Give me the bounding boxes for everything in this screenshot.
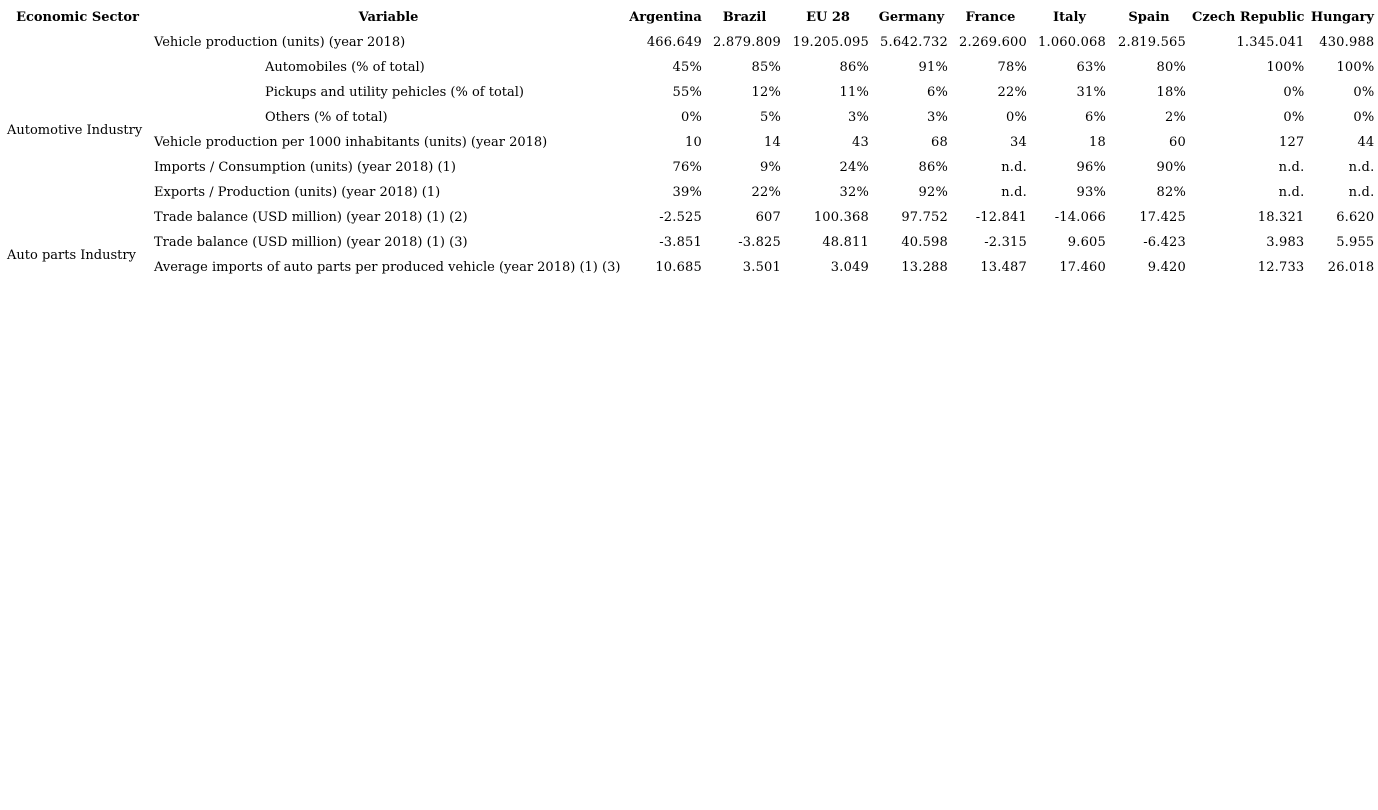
value-cell: 18% xyxy=(1156,85,1186,100)
value-cell: 63% xyxy=(1076,60,1106,75)
variable-cell: Trade balance (USD million) (year 2018) (1) (2) xyxy=(154,210,468,225)
variable-cell: Others (% of total) xyxy=(265,110,388,125)
value-cell: 1.060.068 xyxy=(1038,35,1106,50)
variable-cell: Exports / Production (units) (year 2018) (1) xyxy=(154,185,441,200)
header-brazil: Brazil xyxy=(722,10,767,25)
value-cell: 1.345.041 xyxy=(1236,35,1305,50)
header-czech-republic: Czech Republic xyxy=(1192,10,1305,25)
value-cell: -3.825 xyxy=(738,235,781,250)
value-cell: -3.851 xyxy=(659,235,702,250)
value-cell: 14 xyxy=(764,135,781,150)
value-cell: n.d. xyxy=(1001,160,1027,175)
variable-cell: Imports / Consumption (units) (year 2018) (1) xyxy=(154,160,456,175)
table-row xyxy=(4,55,1377,80)
value-cell: -14.066 xyxy=(1054,210,1106,225)
variable-cell: Automobiles (% of total) xyxy=(265,60,425,75)
value-cell: -2.315 xyxy=(984,235,1027,250)
value-cell: 18.321 xyxy=(1257,210,1305,225)
value-cell: 90% xyxy=(1156,160,1186,175)
header-hungary: Hungary xyxy=(1310,10,1374,25)
table-body xyxy=(4,30,1377,280)
value-cell: 466.649 xyxy=(646,35,702,50)
value-cell: 39% xyxy=(672,185,702,200)
value-cell: 44 xyxy=(1357,135,1375,150)
value-cell: 5.642.732 xyxy=(880,35,948,50)
sector-auto-parts-industry: Auto parts Industry xyxy=(7,247,136,263)
value-cell: 34 xyxy=(1010,135,1027,150)
value-cell: 12.733 xyxy=(1257,260,1305,275)
value-cell: n.d. xyxy=(1278,160,1305,175)
value-cell: 127 xyxy=(1278,135,1305,150)
variable-cell: Pickups and utility pehicles (% of total) xyxy=(265,85,524,100)
value-cell: 26.018 xyxy=(1327,260,1375,275)
value-cell: 0% xyxy=(1283,85,1305,100)
value-cell: 0% xyxy=(1283,110,1305,125)
value-cell: 100% xyxy=(1266,60,1305,75)
value-cell: 86% xyxy=(839,60,869,75)
table-row xyxy=(4,105,1377,130)
variable-cell: Vehicle production (units) (year 2018) xyxy=(154,35,406,50)
value-cell: 9.420 xyxy=(1147,260,1186,275)
value-cell: 5% xyxy=(759,110,781,125)
value-cell: 3.501 xyxy=(742,260,781,275)
value-cell: 3% xyxy=(847,110,869,125)
value-cell: 32% xyxy=(839,185,869,200)
value-cell: 10.685 xyxy=(655,260,702,275)
value-cell: 6% xyxy=(926,85,948,100)
sector-automotive-industry: Automotive Industry xyxy=(7,122,143,138)
value-cell: 19.205.095 xyxy=(792,35,869,50)
header-italy: Italy xyxy=(1052,10,1086,25)
header-france: France xyxy=(965,10,1016,25)
value-cell: 9% xyxy=(759,160,781,175)
value-cell: 13.288 xyxy=(901,260,948,275)
value-cell: n.d. xyxy=(1348,185,1375,200)
value-cell: 86% xyxy=(918,160,948,175)
value-cell: 2.879.809 xyxy=(713,35,781,50)
value-cell: 10 xyxy=(685,135,702,150)
value-cell: -12.841 xyxy=(975,210,1027,225)
value-cell: 13.487 xyxy=(980,260,1027,275)
header-row xyxy=(4,5,1377,30)
value-cell: 17.425 xyxy=(1139,210,1186,225)
value-cell: 45% xyxy=(672,60,702,75)
value-cell: n.d. xyxy=(1001,185,1027,200)
table-row xyxy=(4,130,1377,155)
value-cell: 100.368 xyxy=(813,210,869,225)
value-cell: 3.983 xyxy=(1266,235,1305,250)
table-row xyxy=(4,205,1377,230)
table-row xyxy=(4,255,1377,280)
value-cell: 2.819.565 xyxy=(1118,35,1186,50)
value-cell: n.d. xyxy=(1278,185,1305,200)
value-cell: 31% xyxy=(1076,85,1106,100)
value-cell: 68 xyxy=(931,135,948,150)
value-cell: 5.955 xyxy=(1336,235,1375,250)
value-cell: 100% xyxy=(1336,60,1375,75)
variable-cell: Vehicle production per 1000 inhabitants (units) (year 2018) xyxy=(154,135,548,150)
value-cell: 97.752 xyxy=(901,210,948,225)
value-cell: 11% xyxy=(839,85,869,100)
value-cell: 22% xyxy=(997,85,1027,100)
value-cell: 9.605 xyxy=(1067,235,1106,250)
value-cell: 91% xyxy=(918,60,948,75)
value-cell: 607 xyxy=(755,210,781,225)
header-variable: Variable xyxy=(358,10,419,25)
table-row xyxy=(4,230,1377,255)
variable-cell: Average imports of auto parts per produced vehicle (year 2018) (1) (3) xyxy=(154,260,621,275)
header-germany: Germany xyxy=(878,10,945,25)
value-cell: 0% xyxy=(680,110,702,125)
value-cell: 17.460 xyxy=(1059,260,1106,275)
value-cell: 60 xyxy=(1169,135,1186,150)
value-cell: 18 xyxy=(1089,135,1106,150)
value-cell: n.d. xyxy=(1348,160,1375,175)
data-table xyxy=(4,5,1377,280)
variable-cell: Trade balance (USD million) (year 2018) (1) (3) xyxy=(154,235,468,250)
value-cell: 80% xyxy=(1156,60,1186,75)
value-cell: 3.049 xyxy=(830,260,869,275)
value-cell: 55% xyxy=(672,85,702,100)
value-cell: 24% xyxy=(839,160,869,175)
value-cell: 6% xyxy=(1084,110,1106,125)
value-cell: 93% xyxy=(1076,185,1106,200)
value-cell: 82% xyxy=(1156,185,1186,200)
value-cell: 12% xyxy=(751,85,781,100)
value-cell: 0% xyxy=(1353,110,1375,125)
header-economic-sector: Economic Sector xyxy=(16,10,139,25)
value-cell: 6.620 xyxy=(1336,210,1375,225)
value-cell: 2.269.600 xyxy=(959,35,1027,50)
value-cell: 43 xyxy=(852,135,869,150)
value-cell: 0% xyxy=(1353,85,1375,100)
value-cell: 78% xyxy=(997,60,1027,75)
value-cell: 0% xyxy=(1005,110,1027,125)
value-cell: 92% xyxy=(918,185,948,200)
table-row xyxy=(4,155,1377,180)
value-cell: 76% xyxy=(672,160,702,175)
table-header xyxy=(4,5,1377,30)
value-cell: -2.525 xyxy=(659,210,702,225)
header-eu28: EU 28 xyxy=(806,10,850,25)
value-cell: 96% xyxy=(1076,160,1106,175)
value-cell: -6.423 xyxy=(1143,235,1186,250)
value-cell: 2% xyxy=(1164,110,1186,125)
header-spain: Spain xyxy=(1128,10,1170,25)
value-cell: 85% xyxy=(751,60,781,75)
header-argentina: Argentina xyxy=(629,10,702,25)
table-row xyxy=(4,180,1377,205)
value-cell: 48.811 xyxy=(822,235,869,250)
value-cell: 22% xyxy=(751,185,781,200)
value-cell: 3% xyxy=(926,110,948,125)
table-row xyxy=(4,30,1377,55)
value-cell: 430.988 xyxy=(1319,35,1375,50)
value-cell: 40.598 xyxy=(901,235,948,250)
table-row xyxy=(4,80,1377,105)
